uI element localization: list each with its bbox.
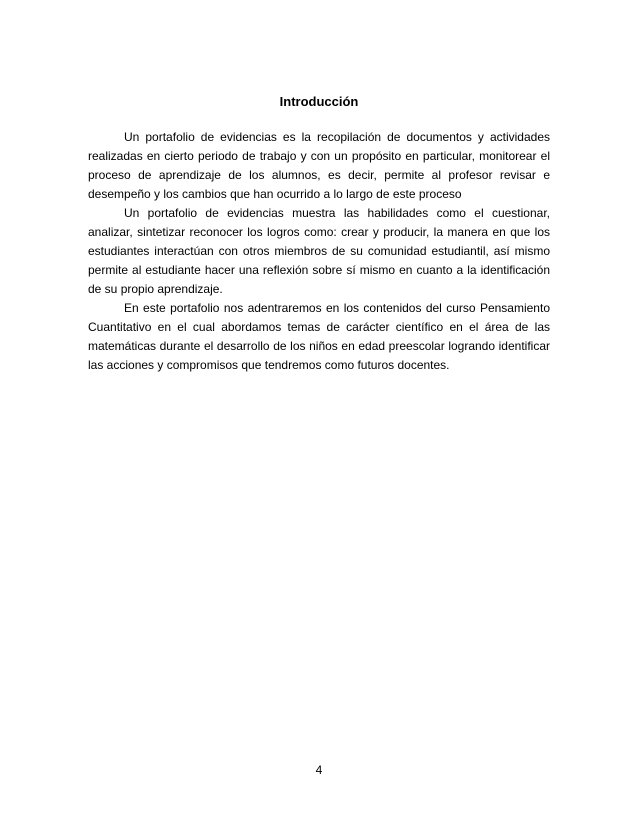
- paragraph-3: En este portafolio nos adentraremos en los contenidos del curso Pensamiento Cuantitativo en el cual abordamos temas de carácter científico en el área de las matemáticas durante el desarrollo de los niños en edad preescolar logrando identificar las acciones y compromisos que tendremos como futuros docentes.: [88, 301, 550, 372]
- page-number: 4: [315, 763, 323, 777]
- paragraph-1: Un portafolio de evidencias es la recopilación de documentos y actividades realizadas en cierto periodo de trabajo y con un propósito en particular, monitorear el proceso de aprendizaje de los alumnos, es decir, permite al profesor revisar e desempeño y los cambios que han ocurrido a lo largo de este proceso: [88, 130, 550, 201]
- paragraph-2: Un portafolio de evidencias muestra las habilidades como el cuestionar, analizar, sintetizar reconocer los logros como: crear y producir, la manera en que los estudiantes interactúan con otros miembros de su comunidad estudiantil, así mismo permite al estudiante hacer una reflexión sobre sí mismo en cuanto a la identificación de su propio aprendizaje.: [88, 206, 550, 296]
- page-title: Introducción: [279, 94, 359, 109]
- body-text: [88, 128, 550, 375]
